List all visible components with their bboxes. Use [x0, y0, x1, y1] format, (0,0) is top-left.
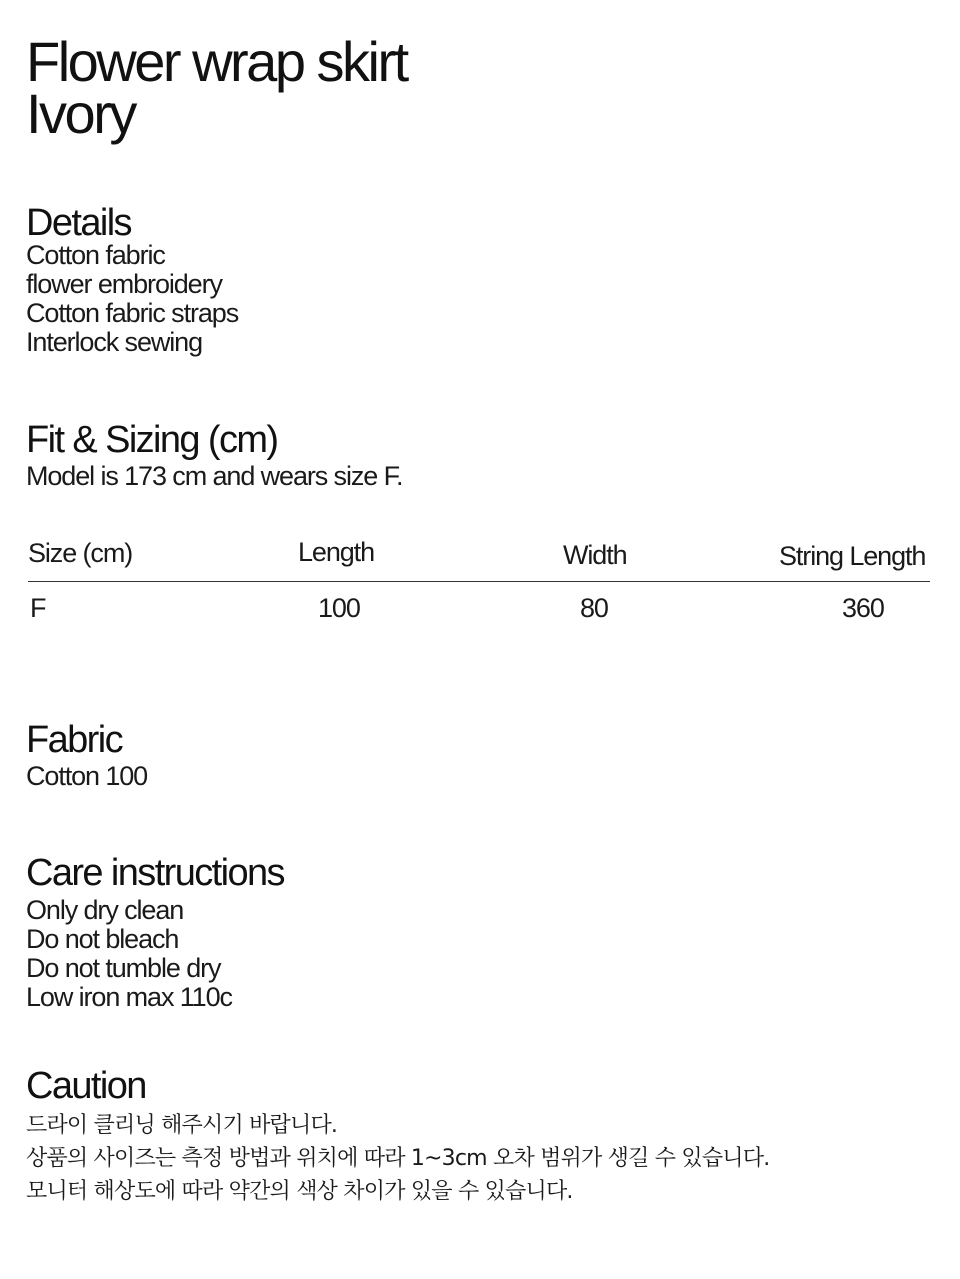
- care-item: Only dry clean: [26, 895, 184, 925]
- caution-heading: Caution: [26, 1065, 146, 1107]
- fabric-heading: Fabric: [26, 719, 122, 761]
- caution-item: 드라이 클리닝 해주시기 바랍니다.: [26, 1113, 338, 1138]
- size-table-cell-width: 80: [580, 593, 608, 623]
- product-title-name: Flower wrap skirt: [26, 30, 407, 93]
- details-item: flower embroidery: [26, 269, 222, 299]
- details-item: Interlock sewing: [26, 327, 202, 357]
- care-list: [26, 896, 232, 1012]
- size-table-cell-length: 100: [318, 593, 360, 623]
- fabric-content: Cotton 100: [26, 761, 148, 791]
- care-item: Do not bleach: [26, 924, 179, 954]
- care-item: Do not tumble dry: [26, 953, 221, 983]
- caution-item: 모니터 해상도에 따라 약간의 색상 차이가 있을 수 있습니다.: [26, 1179, 573, 1204]
- size-table-header-size: Size (cm): [28, 538, 133, 568]
- size-table-cell-string-length: 360: [842, 593, 884, 623]
- care-item: Low iron max 110c: [26, 982, 232, 1012]
- caution-item: 상품의 사이즈는 측정 방법과 위치에 따라 1~3cm 오차 범위가 생길 수 있습니다.: [26, 1146, 770, 1171]
- size-table-header-string-length: String Length: [779, 541, 926, 571]
- details-heading: Details: [26, 202, 131, 244]
- size-table-header-width: Width: [563, 540, 627, 570]
- fit-heading: Fit & Sizing (cm): [26, 419, 278, 461]
- caution-list: [26, 1109, 769, 1208]
- size-table-cell-size: F: [30, 593, 46, 623]
- product-title-color: Ivory: [26, 82, 135, 145]
- fit-note: Model is 173 cm and wears size F.: [26, 461, 403, 491]
- care-heading: Care instructions: [26, 852, 284, 894]
- details-list: [26, 241, 238, 357]
- size-table-header-length: Length: [298, 537, 374, 567]
- details-item: Cotton fabric: [26, 240, 165, 270]
- size-table-divider: [28, 581, 930, 582]
- details-item: Cotton fabric straps: [26, 298, 239, 328]
